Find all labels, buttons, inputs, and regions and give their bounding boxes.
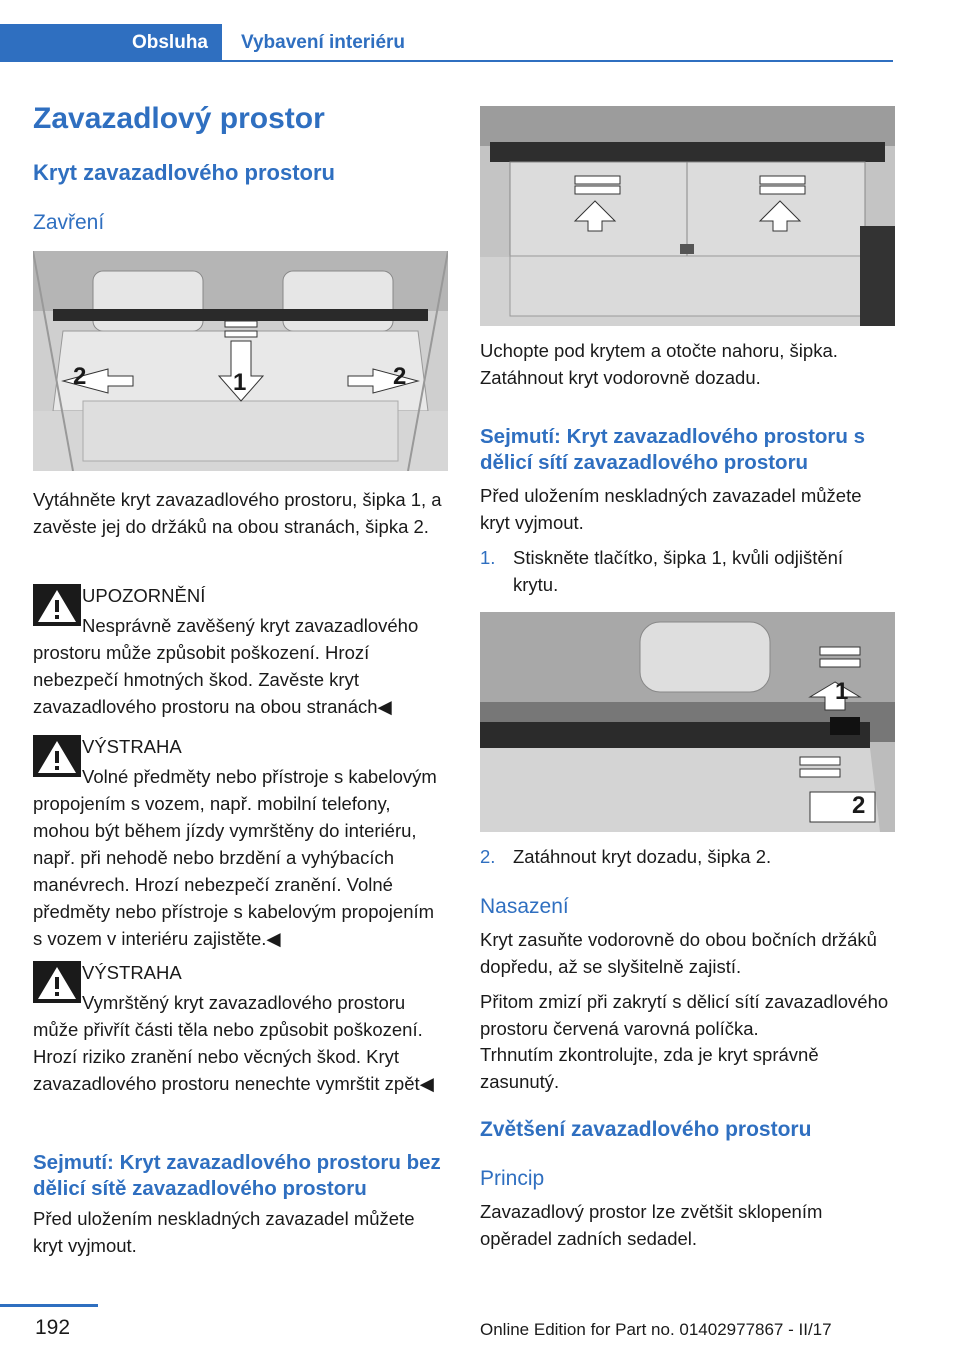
step2-number: 2.	[480, 846, 496, 867]
step2-text: Zatáhnout kryt dozadu, šipka 2.	[513, 846, 772, 867]
tab-obsluha[interactable]: Obsluha	[0, 24, 222, 62]
figure1-label-center: 1	[233, 369, 247, 396]
subsection-close: Zavření	[33, 211, 105, 234]
figure3-label-1: 1	[835, 678, 849, 705]
subsection-insert: Nasazení	[480, 895, 569, 918]
warning1-body: Nesprávně zavěšený kryt zavazadlového prostoru může způsobit poškození. Hrozí nebezpečí hmotných škod. Zavěste kryt zavazadlového prostoru na obou stranách◀	[33, 615, 419, 717]
paragraph-remove-with-net: Před uložením neskladných zavazadel můžete kryt vyjmout.	[480, 485, 862, 533]
warning2-title: VÝSTRAHA	[82, 736, 182, 757]
header-bar	[0, 24, 893, 62]
step1-number: 1.	[480, 547, 496, 568]
figure1-label-left: 2	[73, 363, 87, 390]
warning3-title: VÝSTRAHA	[82, 962, 182, 983]
paragraph-insert-2: Přitom zmizí při zakrytí s dělicí sítí zavazadlového prostoru červená varovná políčka.	[480, 991, 889, 1039]
page-title: Zavazadlový prostor	[33, 102, 325, 135]
tab-vybaveni-interieru[interactable]: Vybavení interiéru	[241, 32, 406, 53]
section-remove-with-net: Sejmutí: Kryt zavazadlového prostoru s dělicí sítí zavazadlového prostoru	[480, 425, 866, 474]
section-enlarge: Zvětšení zavazadlového prostoru	[480, 1118, 812, 1141]
section-remove-without-net: Sejmutí: Kryt zavazadlového prostoru bez dělicí sítě zavazadlového prostoru	[33, 1151, 441, 1200]
paragraph-principle: Zavazadlový prostor lze zvětšit sklopením opěradel zadních sedadel.	[480, 1201, 823, 1249]
section-heading-cover: Kryt zavazadlového prostoru	[33, 160, 335, 185]
figure-cover-release	[480, 612, 895, 832]
footer-rule	[0, 1304, 98, 1307]
paragraph-remove-without-net: Před uložením neskladných zavazadel můžete kryt vyjmout.	[33, 1208, 415, 1256]
figure1-label-right: 2	[393, 363, 407, 390]
warning3-body: Vymrštěný kryt zavazadlového prostoru může přivřít části těla nebo způsobit poškození. Hrozí riziko zranění nebo věcných škod. Kryt zavazadlového prostoru nenechte vymrštit zpět◀	[33, 992, 434, 1094]
subsection-principle: Princip	[480, 1167, 545, 1190]
page-number: 192	[35, 1316, 71, 1339]
figure-cover-rotate	[480, 106, 895, 326]
edition-note: Online Edition for Part no. 01402977867 - II/17	[480, 1320, 832, 1339]
paragraph-insert-1: Kryt zasuňte vodorovně do obou bočních držáků dopředu, až se slyšitelně zajistí.	[480, 929, 877, 977]
header-rule	[0, 60, 893, 62]
warning2-body: Volné předměty nebo přístroje s kabelovým propojením s vozem, např. mobilní telefony, mohou být během jízdy vymrštěny do interiéru, např. při nehodě nebo brzdění a vyhýbacích manévrech. Hrozí nebezpečí zranění. Volné předměty nebo přístroje s kabelovým propojením s vozem v interiéru zajistěte.◀	[33, 766, 437, 949]
paragraph-insert-3: Trhnutím zkontrolujte, zda je kryt správně zasunutý.	[480, 1044, 819, 1092]
figure3-label-2: 2	[852, 792, 866, 819]
paragraph-pull-cover: Vytáhněte kryt zavazadlového prostoru, šipka 1, a zavěste jej do držáků na obou stranách, šipka 2.	[33, 489, 442, 537]
step1-text: Stiskněte tlačítko, šipka 1, kvůli odjištění krytu.	[513, 547, 844, 595]
paragraph-rotate-cover: Uchopte pod krytem a otočte nahoru, šipka. Zatáhnout kryt vodorovně dozadu.	[480, 340, 838, 388]
warning1-title: UPOZORNĚNÍ	[82, 585, 206, 606]
figure-cover-pull	[33, 251, 448, 471]
